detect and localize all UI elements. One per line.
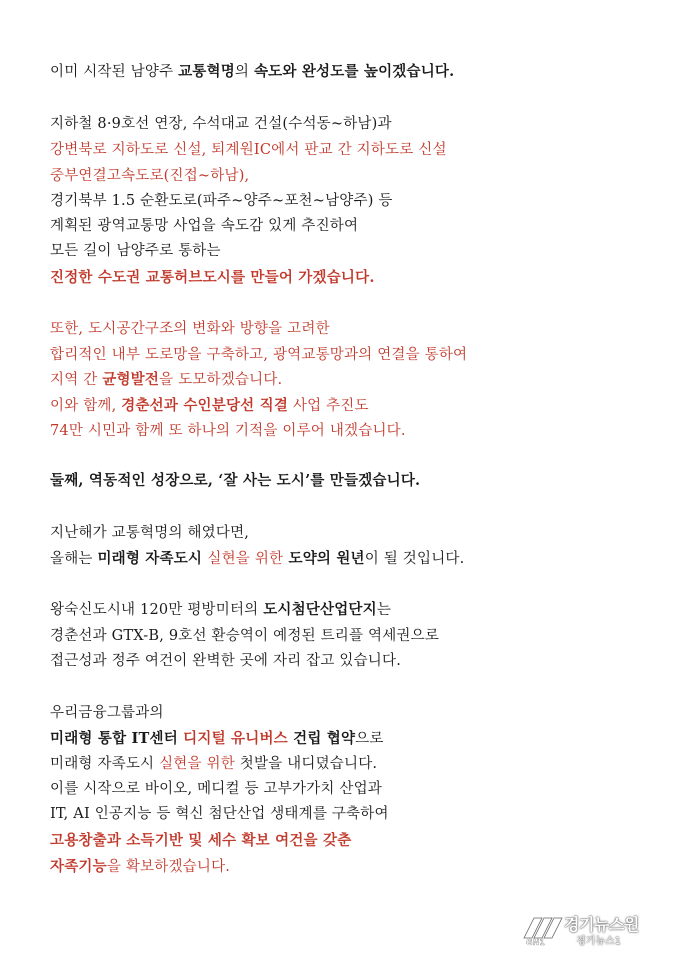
para1-line1 [50, 62, 454, 82]
para3-line4 [50, 396, 369, 416]
para2-line6: 모든 길이 남양주로 통하는 [50, 243, 221, 259]
para7-line3 [50, 754, 377, 774]
para2-line2: 강변북로 지하도로 신설, 퇴계원IC에서 판교 간 지하도로 신설 [50, 142, 447, 158]
text-span: 올해는 [50, 551, 98, 567]
para4-heading: 둘째, 역동적인 성장으로, ‘잘 사는 도시’를 만들겠습니다. [50, 472, 421, 489]
text-span: 으로 [355, 731, 384, 747]
red-bold-span: 디지털 유니버스 [183, 730, 288, 747]
para3-line1: 또한, 도시공간구조의 변화와 방향을 고려한 [50, 321, 330, 337]
bold-span: 교통혁명 [178, 63, 235, 80]
text-span: 을 도모하겠습니다. [159, 372, 283, 388]
para6-line3: 접근성과 정주 여건이 완벽한 곳에 자리 잡고 있습니다. [50, 653, 402, 669]
text-span: 이 될 것입니다. [364, 551, 465, 567]
bold-span: 속도와 완성도를 높이겠습니다. [253, 63, 455, 80]
text-span: 는 [376, 602, 392, 618]
para3-line2: 합리적인 내부 도로망을 구축하고, 광역교통망과의 연결을 통하여 [50, 347, 468, 363]
para7-line7 [50, 857, 230, 877]
bold-span: 도약의 원년 [283, 550, 365, 567]
para7-line6: 고용창출과 소득기반 및 세수 확보 여건을 갖춘 [50, 832, 352, 849]
watermark-title: 경기뉴스원 [564, 915, 639, 934]
text-span: 왕숙신도시내 120만 평방미터의 [50, 602, 264, 618]
text-span: 첫발을 내디뎠습니다. [234, 756, 378, 772]
para2-line5: 계획된 광역교통망 사업을 속도감 있게 추진하여 [50, 218, 359, 234]
text-span: 사업 추진도 [288, 398, 369, 414]
bold-span: 자족기능 [50, 858, 107, 875]
text-span: 이와 함께, [50, 398, 122, 414]
text-span: 미래형 자족도시 [50, 756, 160, 772]
para3-line5: 74만 시민과 함께 또 하나의 기적을 이루어 내겠습니다. [50, 423, 406, 439]
bold-span: 경춘선과 수인분당선 직결 [121, 397, 289, 414]
bold-span: 균형발전 [102, 371, 160, 388]
bold-span: 건립 협약 [287, 730, 356, 747]
text-span: 이미 시작된 남양주 [50, 64, 179, 80]
watermark [520, 912, 670, 948]
text-span: 을 확보하겠습니다. [106, 859, 231, 875]
para7-line1: 우리금융그룹과의 [50, 705, 164, 721]
para7-line2 [50, 729, 384, 749]
text-span: 지역 간 [50, 372, 103, 388]
red-span: 실현을 위한 [207, 551, 284, 567]
gn1-logo-icon [520, 912, 566, 946]
red-span: 실현을 위한 [159, 756, 235, 772]
bold-span: 도시첨단산업단지 [263, 601, 377, 618]
para5-line2 [50, 549, 464, 569]
watermark-subtitle: 경기뉴스1 [576, 936, 622, 947]
para2-line1: 지하철 8·9호선 연장, 수석대교 건설(수석동~하남)과 [50, 116, 392, 132]
text-span: 의 [234, 64, 254, 80]
logo-text: GN1 [526, 938, 545, 946]
para2-line4: 경기북부 1.5 순환도로(파주~양주~포천~남양주) 등 [50, 193, 393, 209]
bold-span: 미래형 통합 IT센터 [50, 730, 184, 747]
bold-span: 미래형 자족도시 [97, 550, 208, 567]
para7-line5: IT, AI 인공지능 등 혁신 첨단산업 생태계를 구축하여 [50, 806, 389, 822]
para6-line2: 경춘선과 GTX-B, 9호선 환승역이 예정된 트리플 역세권으로 [50, 628, 440, 644]
para3-line3 [50, 370, 282, 390]
para7-line4: 이를 시작으로 바이오, 메디컬 등 고부가가치 산업과 [50, 781, 383, 797]
para2-line7: 진정한 수도권 교통허브도시를 만들어 가겠습니다. [50, 269, 375, 286]
para2-line3: 중부연결고속도로(진접~하남), [50, 168, 250, 184]
para6-line1 [50, 600, 391, 620]
para5-line1: 지난해가 교통혁명의 해였다면, [50, 525, 250, 541]
